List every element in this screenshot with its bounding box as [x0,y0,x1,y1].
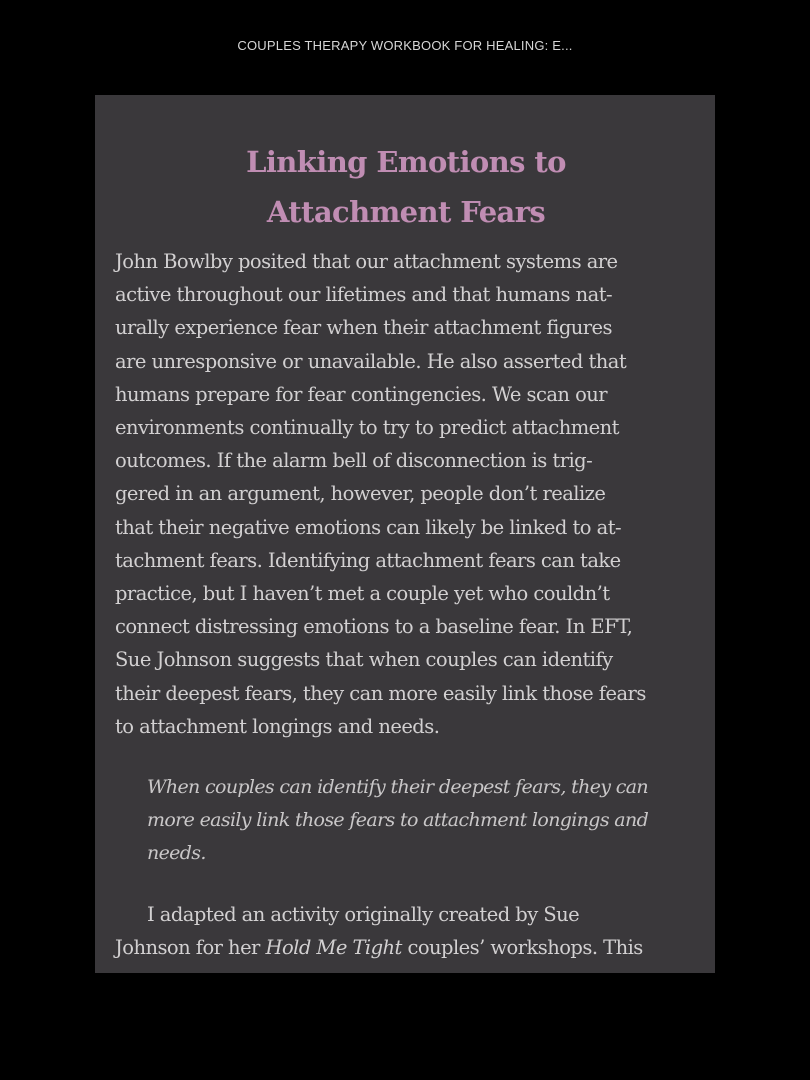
quote-line: When couples can identify their deepest fears, they can [147,776,649,799]
pull-quote [147,771,697,870]
reader-page[interactable] [95,95,715,973]
section-heading [115,137,697,237]
text-line: environments continually to try to predict attachment [115,416,619,440]
text-line: humans prepare for fear contingencies. We scan our [115,382,608,406]
text-line: to attachment longings and needs. [115,714,440,738]
text-line: their deepest fears, they can more easily link those fears [115,681,646,705]
paragraph-2 [115,898,697,964]
text-line: active throughout our lifetimes and that humans nat- [115,283,613,307]
quote-line: needs. [147,842,206,865]
text-line: I adapted an activity originally created by Sue [147,903,580,927]
book-title: COUPLES THERAPY WORKBOOK FOR HEALING: E... [237,38,573,53]
page-content [115,137,697,964]
text-line: are unresponsive or unavailable. He also asserted that [115,349,627,373]
quote-line: more easily link those fears to attachment longings and [147,809,649,832]
text-line: that their negative emotions can likely be linked to at- [115,515,622,539]
text-line: outcomes. If the alarm bell of disconnection is trig- [115,449,593,473]
text-line: urally experience fear when their attachment figures [115,316,613,340]
book-title-italic: Hold Me Tight [265,936,402,960]
text-run: Johnson for her [115,936,266,960]
heading-line: Linking Emotions to [246,145,566,179]
text-run: couples’ workshops. This [401,936,643,960]
text-line: connect distressing emotions to a baseline fear. In EFT, [115,615,633,639]
heading-line: Attachment Fears [266,195,546,229]
paragraph-1 [115,245,697,743]
text-line: gered in an argument, however, people don’t realize [115,482,606,506]
text-line: Sue Johnson suggests that when couples can identify [115,648,613,672]
text-line: tachment fears. Identifying attachment fears can take [115,548,621,572]
text-line: practice, but I haven’t met a couple yet who couldn’t [115,582,610,606]
text-line: John Bowlby posited that our attachment systems are [115,250,618,273]
text-line [115,931,697,964]
